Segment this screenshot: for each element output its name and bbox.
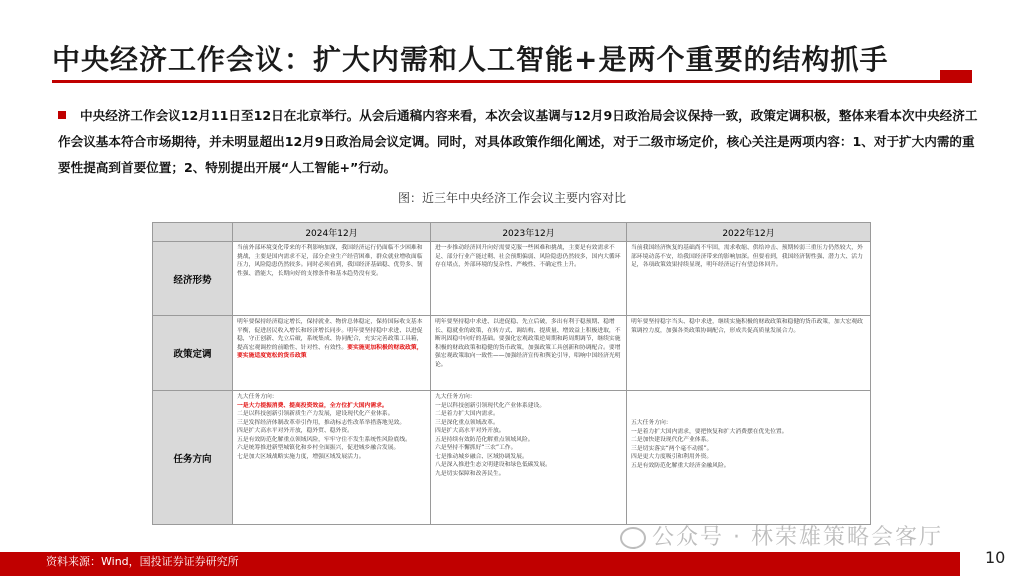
cell-2023-tasks-heading: 九大任务方向： (435, 394, 476, 400)
list-item: 五是有效防范化解重点领域风险，牢牢守住不发生系统性风险底线。 (237, 436, 411, 443)
table-header-2024: 2024年12月 (233, 223, 431, 242)
list-item: 二是着力扩大国内需求。 (435, 411, 499, 417)
list-item: 一是以科技创新引领现代化产业体系建设。 (435, 402, 546, 409)
table-row (153, 391, 871, 525)
list-item: 七是推动城乡融合、区域协调发展。 (435, 453, 528, 460)
table-header-2023: 2023年12月 (431, 223, 627, 242)
cell-2022-tasks-heading: 五大任务方向： (631, 420, 672, 426)
cell-2024-policy (233, 316, 431, 391)
list-item: 二是加快建设现代化产业体系。 (631, 437, 713, 443)
list-item: 五是有效防范化解重大经济金融风险。 (631, 462, 730, 469)
comparison-table (152, 222, 871, 525)
watermark (620, 520, 943, 551)
summary-text: 中央经济工作会议12月11日至12日在北京举行。从会后通稿内容来看，本次会议基调与12月9日政治局会议保持一致，政策定调积极，整体来看本次中央经济工作会议基本符合市场期待，并未明显超出12月9日政治局会议定调。同时，对具体政策作细化阐述，对于二级市场定价，核心关注是两项内容：1、对于扩大内需的重要性提高到首要位置；2、特别提出开展“人工智能+”行动。 (58, 108, 978, 175)
title-accent-block (940, 70, 972, 83)
row-label-economy: 经济形势 (153, 242, 233, 316)
list-item: 三是深化重点领域改革。 (435, 419, 499, 426)
cell-2023-policy: 明年要坚持稳中求进、以进促稳、先立后破，多出有利于稳预期、稳增长、稳就业的政策，在转方式、调结构、提质量、增效益上积极进取，不断巩固稳中向好的基础。要强化宏观政策逆周期和跨周期调节，继续实施积极的财政政策和稳健的货币政策，加强政策工具创新和协调配合。要增强宏观政策取向一致性——加强经济宣传和舆论引导，唱响中国经济光明论。 (431, 316, 627, 391)
cell-2022-economy: 当前我国经济恢复的基础尚不牢固，需求收缩、供给冲击、预期转弱三重压力仍然较大，外部环境动荡不安，给我国经济带来的影响加深。但要看到，我国经济韧性强、潜力大、活力足，各项政策效果持续显现，明年经济运行有望总体回升。 (627, 242, 871, 316)
source-note: 资料来源：Wind，国投证券证券研究所 (46, 555, 239, 568)
table-header-row (153, 223, 871, 242)
cell-2024-policy-text: 明年要保持经济稳定增长，保持就业、物价总体稳定，保持国际收支基本平衡，促进居民收入增长和经济增长同步。明年要坚持稳中求进、以进促稳，守正创新、先立后破，系统集成、协同配合，充实完善政策工具箱，提高宏观调控的前瞻性、针对性、有效性。 (237, 319, 423, 351)
list-item: 七是加大区域战略实施力度，增强区域发展活力。 (237, 453, 365, 460)
list-item: 六是坚持不懈抓好“三农”工作。 (435, 445, 517, 451)
table-row (153, 242, 871, 316)
table-header-2022: 2022年12月 (627, 223, 871, 242)
wechat-icon (620, 527, 646, 549)
list-item: 四是扩大高水平对外开放，稳外贸、稳外资。 (237, 428, 353, 434)
table-header-corner (153, 223, 233, 242)
list-item: 三是发挥经济体制改革牵引作用，推动标志性改革举措落地见效。 (237, 419, 406, 426)
list-item: 八是深入推进生态文明建设和绿色低碳发展。 (435, 462, 551, 468)
list-item: 二是以科技创新引领新质生产力发展，建设现代化产业体系。 (237, 411, 394, 417)
list-item: 四是更大力度吸引和利用外资。 (631, 454, 713, 460)
list-item: 九是切实保障和改善民生。 (435, 470, 505, 477)
list-item: 一是着力扩大国内需求，要把恢复和扩大消费摆在优先位置。 (631, 428, 788, 435)
list-item: 四是扩大高水平对外开放。 (435, 428, 505, 434)
cell-2022-tasks (627, 391, 871, 525)
cell-2023-economy: 进一步推动经济回升向好需要克服一些困难和挑战，主要是有效需求不足、部分行业产能过剩、社会预期偏弱、风险隐患仍然较多，国内大循环存在堵点，外部环境的复杂性、严峻性、不确定性上升。 (431, 242, 627, 316)
list-item: 三是切实落实“两个毫不动摇”。 (631, 445, 713, 452)
cell-2022-policy: 明年要坚持稳字当头、稳中求进，继续实施积极的财政政策和稳健的货币政策，加大宏观政策调控力度，加强各类政策协调配合，形成共促高质量发展合力。 (627, 316, 871, 391)
figure-caption: 图：近三年中央经济工作会议主要内容对比 (397, 191, 626, 205)
summary-paragraph (58, 103, 978, 181)
title-underline (52, 80, 972, 83)
bullet-square-icon (58, 111, 66, 119)
cell-2023-tasks (431, 391, 627, 525)
row-label-tasks: 任务方向 (153, 391, 233, 525)
cell-2024-tasks-heading: 九大任务方向： (237, 394, 278, 400)
slide-title: 中央经济工作会议：扩大内需和人工智能+是两个重要的结构抓手 (52, 43, 889, 76)
cell-2024-tasks-highlight: 一是大力提振消费、提高投资效益，全方位扩大国内需求。 (237, 402, 388, 409)
table-row (153, 316, 871, 391)
list-item: 五是持续有效防范化解重点领域风险。 (435, 436, 534, 443)
page-number: 10 (985, 548, 1006, 567)
row-label-policy: 政策定调 (153, 316, 233, 391)
cell-2024-economy: 当前外部环境变化带来的不利影响加深，我国经济运行仍面临不少困难和挑战，主要是国内需求不足，部分企业生产经营困难，群众就业增收面临压力，风险隐患仍然较多。同时必须看到，我国经济基础稳、优势多、韧性强、潜能大，长期向好的支撑条件和基本趋势没有变。 (233, 242, 431, 316)
list-item: 六是统筹推进新型城镇化和乡村全面振兴，促进城乡融合发展。 (237, 445, 400, 451)
watermark-text: 公众号 · 林荣雄策略会客厅 (652, 525, 943, 550)
cell-2024-tasks (233, 391, 431, 525)
cell-2024-policy-highlight: 要实施更加积极的财政政策，要实施适度宽松的货币政策 (237, 344, 423, 359)
